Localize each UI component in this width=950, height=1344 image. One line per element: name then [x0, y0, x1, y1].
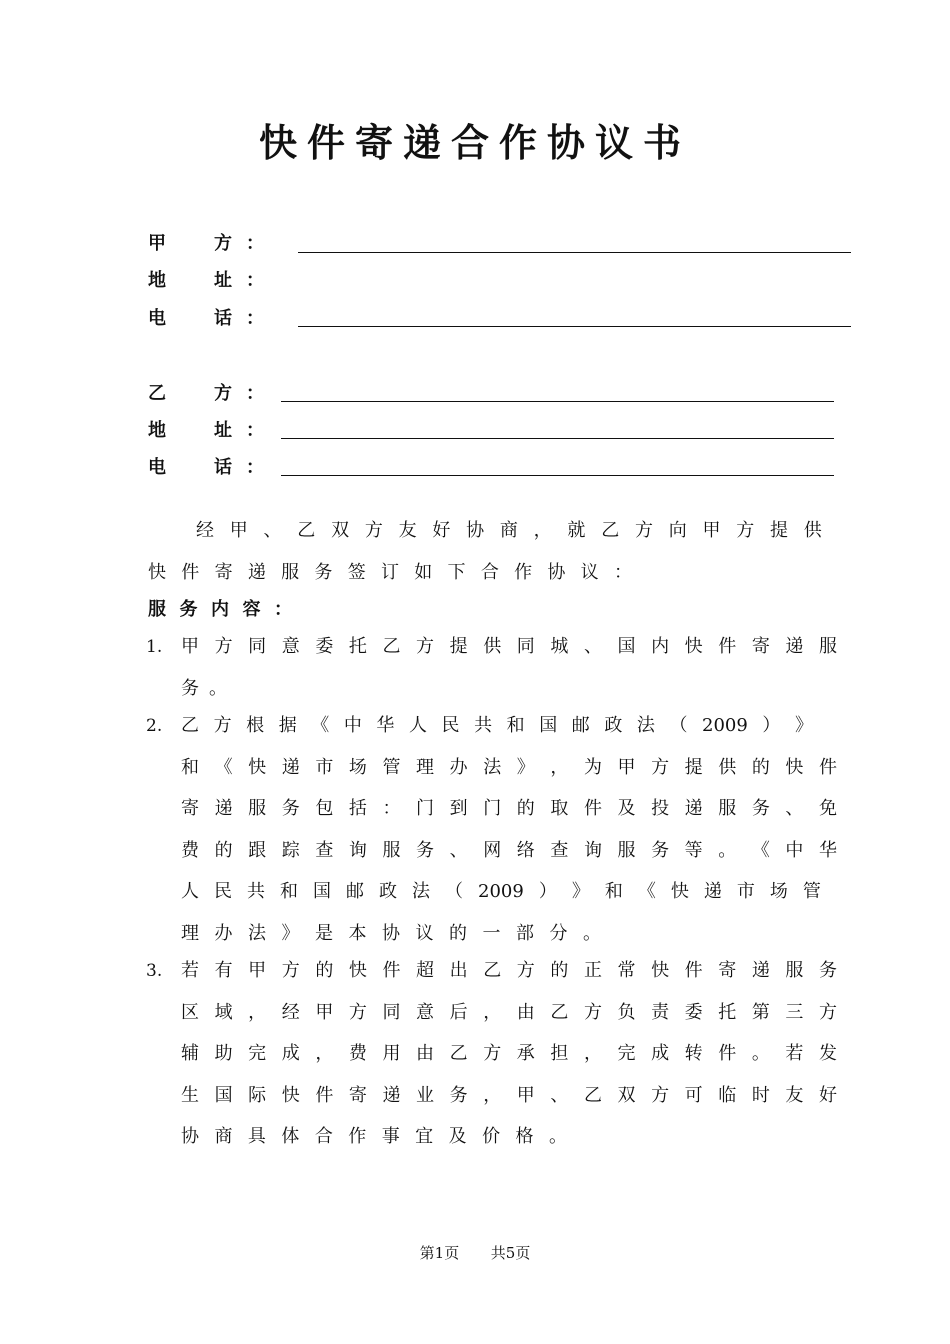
- page-number: 第1页: [419, 1244, 460, 1262]
- item-1-line-1: 甲 方 同 意 委 托 乙 方 提 供 同 城 、 国 内 快 件 寄 递 服: [181, 636, 837, 657]
- party-a-phone-colon: ：: [246, 308, 264, 329]
- item-3-line-1: 若 有 甲 方 的 快 件 超 出 乙 方 的 正 常 快 件 寄 递 服 务: [181, 960, 837, 981]
- party-b-phone-label-char2: 话: [214, 457, 232, 478]
- item-2-line-6: 理 办 法 》 是 本 协 议 的 一 部 分 。: [181, 923, 601, 944]
- party-b-address-colon: ：: [246, 420, 264, 441]
- page-total: 共5页: [490, 1244, 531, 1262]
- party-a-phone-label-char2: 话: [214, 308, 232, 329]
- item-2-number: 2.: [146, 716, 163, 736]
- party-b-phone-blank[interactable]: [281, 475, 834, 476]
- party-b-name-label-char1: 乙: [148, 383, 166, 404]
- page-footer: [0, 1242, 950, 1264]
- party-b-address-label-char1: 地: [148, 420, 166, 441]
- party-a-phone-blank[interactable]: [298, 326, 851, 327]
- party-a-name-blank[interactable]: [298, 252, 851, 253]
- party-b-name-label-char2: 方: [214, 383, 232, 404]
- item-3-line-2: 区 域 ， 经 甲 方 同 意 后 ， 由 乙 方 负 责 委 托 第 三 方: [181, 1002, 837, 1023]
- item-2-line-1: 乙 方 根 据 《 中 华 人 民 共 和 国 邮 政 法 （ 2009 ） 》: [181, 715, 813, 736]
- document-title: 快件寄递合作协议书: [258, 121, 691, 165]
- item-3-line-4: 生 国 际 快 件 寄 递 业 务 ， 甲 、 乙 双 方 可 临 时 友 好: [181, 1085, 837, 1106]
- party-a-address-colon: ：: [246, 270, 264, 291]
- item-2-line-3: 寄 递 服 务 包 括 ： 门 到 门 的 取 件 及 投 递 服 务 、 免: [181, 798, 837, 819]
- item-3-line-5: 协 商 具 体 合 作 事 宜 及 价 格 。: [181, 1126, 567, 1147]
- party-b-phone-colon: ：: [246, 457, 264, 478]
- section-heading: 服 务 内 容 ：: [148, 599, 292, 620]
- item-3-number: 3.: [146, 961, 163, 981]
- item-1-number: 1.: [146, 637, 163, 657]
- party-b-name-blank[interactable]: [281, 401, 834, 402]
- party-b-address-label-char2: 址: [214, 420, 232, 441]
- intro-line-2: 快 件 寄 递 服 务 签 订 如 下 合 作 协 议 ：: [148, 562, 632, 583]
- party-b-address-blank[interactable]: [281, 438, 834, 439]
- party-a-address-label-char2: 址: [214, 270, 232, 291]
- item-3-line-3: 辅 助 完 成 ， 费 用 由 乙 方 承 担 ， 完 成 转 件 。 若 发: [181, 1043, 837, 1064]
- party-a-name-label-char1: 甲: [148, 233, 166, 254]
- item-2-line-5: 人 民 共 和 国 邮 政 法 （ 2009 ） 》 和 《 快 递 市 场 管: [181, 881, 821, 902]
- party-b-phone-label-char1: 电: [148, 457, 166, 478]
- intro-line-1: 经 甲 、 乙 双 方 友 好 协 商 ， 就 乙 方 向 甲 方 提 供: [196, 520, 822, 541]
- item-1-line-2: 务 。: [181, 678, 227, 699]
- item-2-line-4: 费 的 跟 踪 查 询 服 务 、 网 络 查 询 服 务 等 。 《 中 华: [181, 840, 837, 861]
- party-a-name-colon: ：: [246, 233, 264, 254]
- party-b-name-colon: ：: [246, 383, 264, 404]
- party-a-phone-label-char1: 电: [148, 308, 166, 329]
- party-a-name-label-char2: 方: [214, 233, 232, 254]
- party-a-address-label-char1: 地: [148, 270, 166, 291]
- item-2-line-2: 和 《 快 递 市 场 管 理 办 法 》 ， 为 甲 方 提 供 的 快 件: [181, 757, 837, 778]
